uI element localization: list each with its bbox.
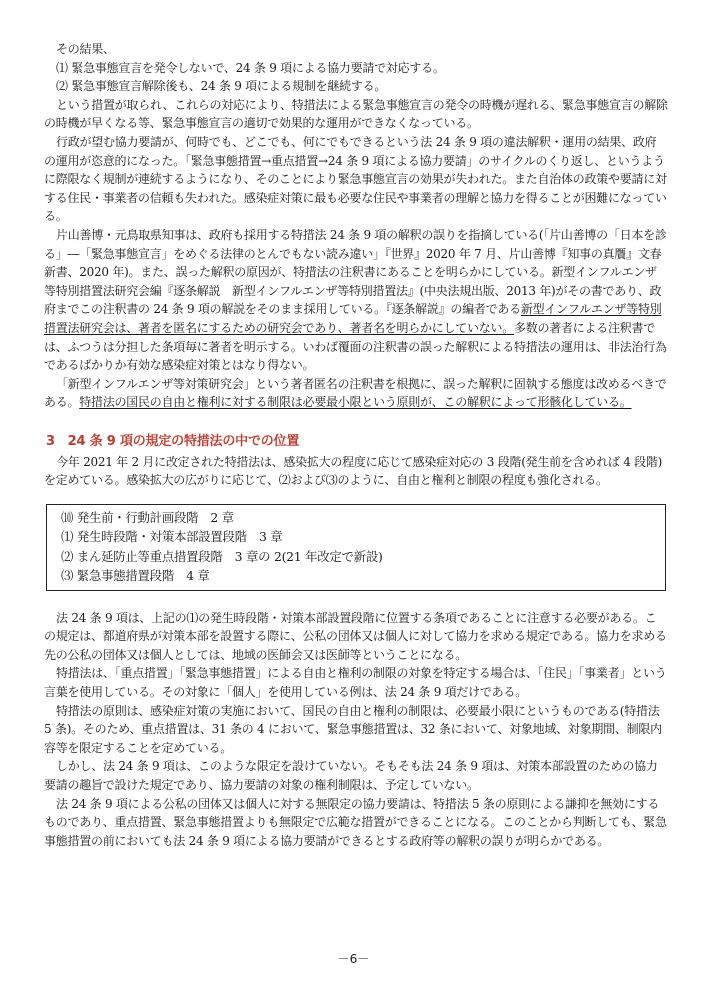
list-item-1: ⑴ 緊急事態宣言を発令しないで、24 条 9 項による協力要請で対応する。 [56, 60, 445, 75]
paragraph-final: 法 24 条 9 項による公私の団体又は個人に対する無限定の協力要請は、特措法 5 条の原則による謙抑を無効にするものであり、重点措置、緊急事態措置よりも無限定で広範な措置ができることになる。このことから判断しても、緊急事態措置の前においても法 24 条 9 項による協力要請ができるとする政府等の解釈の誤りが明らかである。 [44, 796, 667, 848]
stage-item: ⑽ 発生前・行動計画段階 2 章 [61, 510, 234, 526]
page-number: －6－ [337, 952, 370, 966]
paragraph-no-limits: しかし、法 24 条 9 項は、このような限定を設けていない。そもそも法 24 条 9 項は、対策本部設置のための協力要請の趣旨で設けた規定であり、協力要請の対象の権利制限は、予定していない。 [44, 759, 658, 793]
paragraph-principle: 特措法の原則は、感染症対策の実施において、国民の自由と権利の制限は、必要最小限にというものである(特措法 5 条)。そのため、重点措置は、31 条の 4 において、緊急事態措置は、32 条において、対象地域、対象期間、制限内容等を限定することを定めている。 [44, 703, 662, 755]
paragraph-conclusion-a: 「新型インフルエンザ等対策研究会」という著者匿名の注釈書を根拠に、誤った解釈に固執する態度は改めるべきである。 [44, 376, 667, 410]
intro-text: その結果、 [56, 42, 115, 56]
list-item-2: ⑵ 緊急事態宣言解除後も、24 条 9 項による規制を継続する。 [56, 79, 387, 94]
paragraph-article-position: 法 24 条 9 項は、上記の⑴の発生時段階・対策本部設置段階に位置する条項であることに注意する必要がある。この規定は、都道府県が対策本部を設置する際に、公私の団体又は個人に対して協力を求める規定である。協力を求める先の公私の団体又は個人としては、地域の医師会又は医師等ということになる。 [44, 610, 667, 662]
section-heading: 3 24 条 9 項の規定の特措法の中での位置 [46, 433, 300, 449]
document-page [44, 40, 668, 850]
stages-box [46, 504, 666, 591]
stage-item: ⑶ 緊急事態措置段階 4 章 [61, 568, 210, 584]
underlined-research-group: 新型インフルエンザ等特別措置法研究会は、著者を匿名にするための研究会であり、著者名を明らかにしていない。 [44, 302, 662, 335]
paragraph-katayama-a: 片山善博・元鳥取県知事は、政府も採用する特措法 24 条 9 項の解釈の誤りを指摘している(「片山善博の「日本を診る」―「緊急事態宣言」をめぐる法律のとんでもない読み違い」『世界』2020 年 7 月、片山善博『知事の真贋』文春新書、2020 年)。また、誤った解釈の原因が、特措法の注釈書にあることを明らかにしている。新型インフルエンザ等特別措置法研究会編『逐条解説 新型インフルエンザ等特別措置法』(中央法規出版、2013 年)がその書であり、政府までこの注釈書の 24 条 9 項の解説をそのまま採用している。『逐条解説』の編者である [44, 227, 667, 317]
paragraph-terms: 特措法は、「重点措置」「緊急事態措置」による自由と権利の制限の対象を特定する場合は、「住民」「事業者」という言葉を使用している。その対象に「個人」を使用している例は、法 24 条 9 項だけである。 [44, 666, 667, 700]
paragraph-katayama-b: 多数の著者による注釈書では、ふつうは分担した条項毎に著者を明示する。いわば覆面の注釈書の誤った解釈による特措法の運用は、非法治行為であるばかりか有効な感染症対策とはなり得ない。 [44, 320, 667, 373]
underlined-principle: 特措法の国民の自由と権利に対する制限は必要最小限という原則が、この解釈によって形骸化している。 [79, 395, 632, 410]
stage-item: ⑴ 発生時段階・対策本部設置段階 3 章 [61, 529, 283, 545]
stage-item: ⑵ まん延防止等重点措置段階 3 章の 2(21 年改定で新設) [61, 548, 383, 564]
paragraph-interpretation: 行政が望む協力要請が、何時でも、どこでも、何にでもできるという法 24 条 9 項の違法解釈・運用の結果、政府の運用が恣意的になった。「緊急事態措置→重点措置→24 条 9 項による協力要請」のサイクルのくり返し、というように際限なく規制が連続するようになり、そのことにより緊急事態宣言の効果が失われた。また自治体の政策や要請に対する住民・事業者の信頼も失われた。感染症対策に最も必要な住民や事業者の理解と協力を得ることが困難になっている。 [44, 134, 667, 224]
paragraph-conclusion [44, 375, 668, 412]
paragraph-stages-intro: 今年 2021 年 2 月に改定された特措法は、感染拡大の程度に応じて感染症対応の 3 段階(発生前を含めれば 4 段階)を定めている。感染拡大の広がりに応じて、⑵および⑶のように、自由と権利と制限の程度も強化される。 [44, 454, 663, 488]
paragraph-katayama [44, 226, 668, 375]
paragraph-measures: という措置が取られ、これらの対応により、特措法による緊急事態宣言の発令の時機が遅れる、緊急事態宣言の解除の時機が早くなる等、緊急事態宣言の適切で効果的な運用ができなくなっている。 [44, 97, 668, 131]
